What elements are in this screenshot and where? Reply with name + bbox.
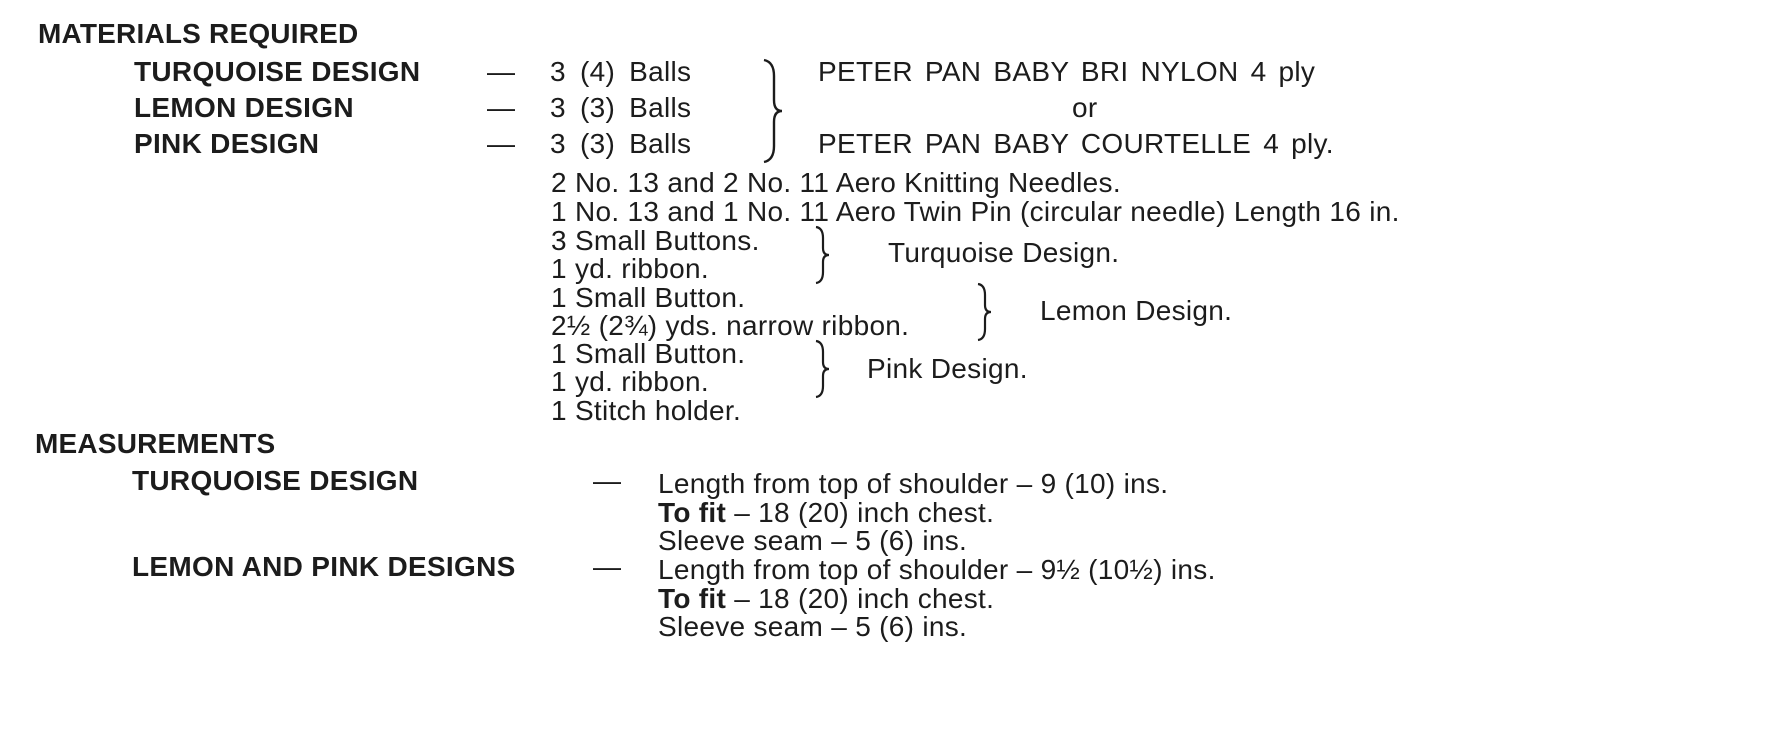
design-dash: —: [487, 128, 516, 159]
design-name-pink: PINK DESIGN: [134, 128, 320, 159]
turquoise-item-ribbon: 1 yd. ribbon.: [551, 253, 709, 284]
fit-label: To fit: [658, 497, 727, 528]
yarn-option-nylon: PETER PAN BABY BRI NYLON 4 ply: [818, 56, 1316, 87]
turquoise-brace: [808, 224, 838, 286]
pink-label: Pink Design.: [867, 353, 1028, 384]
turquoise-label: Turquoise Design.: [888, 237, 1120, 268]
design-dash: —: [487, 92, 516, 123]
yarn-or: or: [1072, 92, 1098, 123]
fit-value: – 18 (20) inch chest.: [726, 497, 995, 528]
measure-design-lemon-pink: LEMON AND PINK DESIGNS: [132, 551, 516, 582]
fit-label: To fit: [658, 583, 727, 614]
pink-item-ribbon: 1 yd. ribbon.: [551, 366, 709, 397]
lemon-label: Lemon Design.: [1040, 295, 1233, 326]
yarn-option-courtelle: PETER PAN BABY COURTELLE 4 ply.: [818, 128, 1334, 159]
yarn-brace: [752, 56, 792, 166]
needles-line-2: 1 No. 13 and 1 No. 11 Aero Twin Pin (circular needle) Length 16 in.: [551, 196, 1400, 227]
lemon-brace: [970, 281, 1000, 343]
materials-heading: MATERIALS REQUIRED: [38, 18, 359, 49]
pink-item-button: 1 Small Button.: [551, 338, 746, 369]
measure-length-lemon-pink: Length from top of shoulder – 9½ (10½) ins.: [658, 554, 1216, 585]
design-quantity-lemon: 3 (3) Balls: [550, 92, 692, 123]
measure-sleeve-turquoise: Sleeve seam – 5 (6) ins.: [658, 525, 968, 556]
design-quantity-turquoise: 3 (4) Balls: [550, 56, 692, 87]
measure-length-turquoise: Length from top of shoulder – 9 (10) ins.: [658, 468, 1169, 499]
measure-design-turquoise: TURQUOISE DESIGN: [132, 465, 419, 496]
design-dash: —: [487, 56, 516, 87]
design-quantity-pink: 3 (3) Balls: [550, 128, 692, 159]
stitch-holder: 1 Stitch holder.: [551, 395, 742, 426]
lemon-item-ribbon: 2½ (2¾) yds. narrow ribbon.: [551, 310, 910, 341]
turquoise-item-buttons: 3 Small Buttons.: [551, 225, 760, 256]
lemon-item-button: 1 Small Button.: [551, 282, 746, 313]
needles-line-1: 2 No. 13 and 2 No. 11 Aero Knitting Needles.: [551, 167, 1121, 198]
measure-sleeve-lemon-pink: Sleeve seam – 5 (6) ins.: [658, 611, 968, 642]
pink-brace: [808, 338, 838, 400]
measure-dash: —: [593, 551, 622, 582]
measurements-heading: MEASUREMENTS: [35, 428, 276, 459]
design-name-turquoise: TURQUOISE DESIGN: [134, 56, 421, 87]
fit-value: – 18 (20) inch chest.: [726, 583, 995, 614]
measure-dash: —: [593, 465, 622, 496]
design-name-lemon: LEMON DESIGN: [134, 92, 354, 123]
